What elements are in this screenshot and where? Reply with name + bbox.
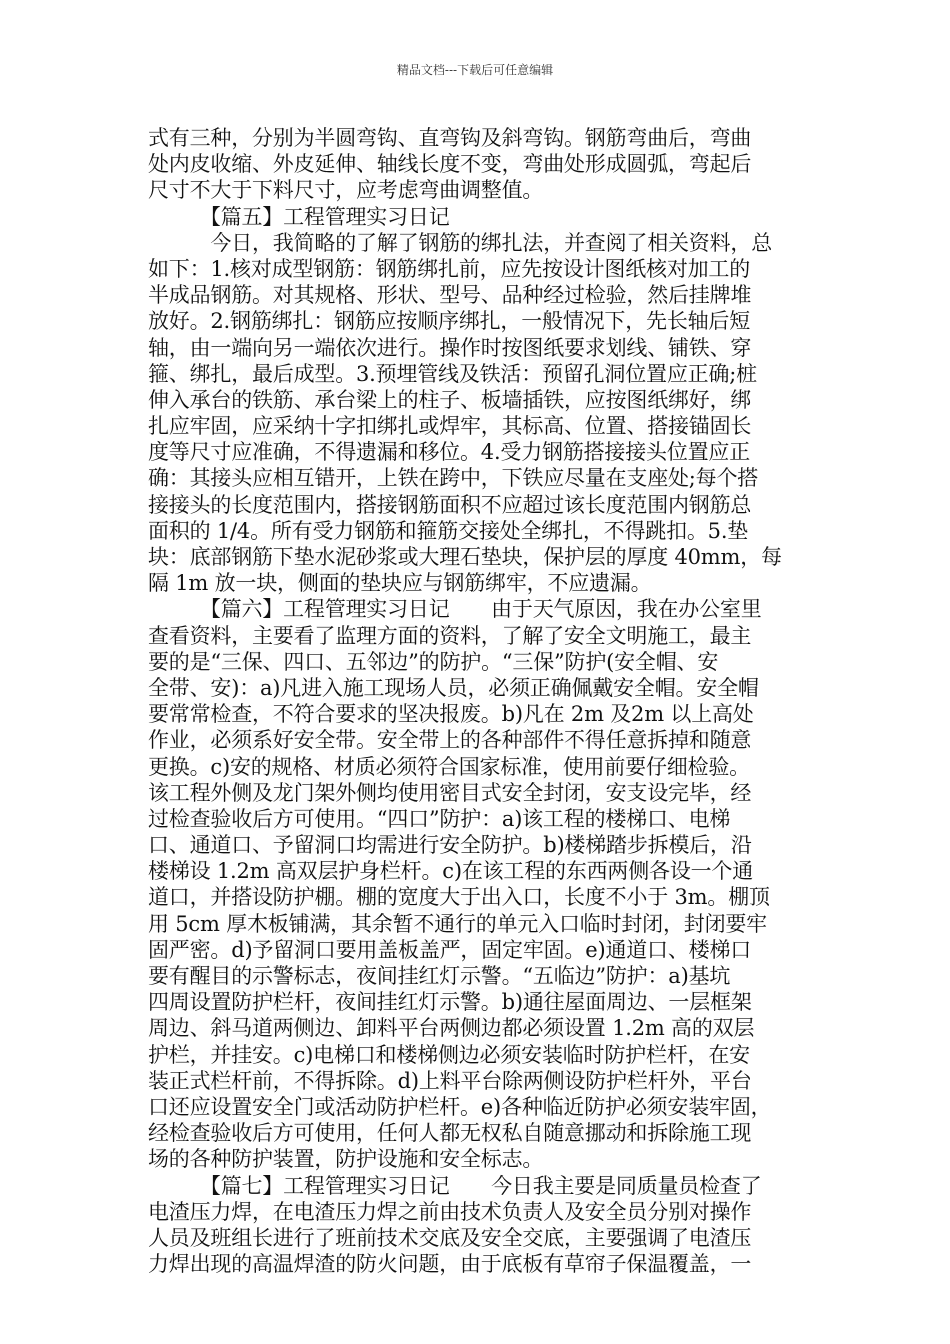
text-line: 经检查验收后方可使用，任何人都无权私自随意挪动和拆除施工现 — [148, 1121, 752, 1146]
text-line: 护栏，并挂安。c)电梯口和楼梯侧边必须安装临时防护栏杆，在安 — [148, 1042, 750, 1067]
text-line: 尺寸不大于下料尺寸，应考虑弯曲调整值。 — [148, 178, 544, 203]
text-line: 口、通道口、予留洞口均需进行安全防护。b)楼梯踏步拆模后，沿 — [148, 833, 752, 858]
page-header: 精品文档---下载后可任意编辑 — [396, 63, 554, 77]
text-line: 如下：1.核对成型钢筋：钢筋绑扎前，应先按设计图纸核对加工的 — [148, 256, 751, 281]
text-line: 【篇六】工程管理实习日记 由于天气原因，我在办公室里 — [148, 597, 762, 622]
text-line: 力焊出现的高温焊渣的防火问题，由于底板有草帘子保温覆盖，一 — [148, 1252, 752, 1277]
text-line: 半成品钢筋。对其规格、形状、型号、品种经过检验，然后挂牌堆 — [148, 283, 752, 308]
text-line: 处内皮收缩、外皮延伸、轴线长度不变，弯曲处形成圆弧，弯起后 — [148, 152, 752, 177]
text-line: 要的是“三保、四口、五邻边”的防护。“三保”防护(安全帽、安 — [148, 649, 719, 674]
document-body — [148, 125, 814, 1277]
text-line: 固严密。d)予留洞口要用盖板盖严，固定牢固。e)通道口、楼梯口 — [148, 937, 752, 962]
text-line: 要有醒目的示警标志，夜间挂红灯示警。“五临边”防护：a)基坑 — [148, 964, 731, 988]
text-line: 【篇七】工程管理实习日记 今日我主要是同质量员检查了 — [148, 1173, 762, 1198]
text-line: 人员及班组长进行了班前技术交底及安全交底，主要强调了电渣压 — [148, 1225, 752, 1250]
text-line: 全带、安)：a)凡进入施工现场人员，必须正确佩戴安全帽。安全帽 — [148, 675, 759, 700]
text-line: 式有三种，分别为半圆弯钩、直弯钩及斜弯钩。钢筋弯曲后，弯曲 — [148, 126, 752, 150]
text-line: 该工程外侧及龙门架外侧均使用密目式安全封闭，安支设完毕，经 — [148, 780, 752, 805]
text-line: 扎应牢固，应采纳十字扣绑扎或焊牢，其标高、位置、搭接锚固长 — [148, 414, 752, 439]
text-line: 确：其接头应相互错开，上铁在跨中，下铁应尽量在支座处;每个搭 — [148, 466, 759, 491]
text-line: 块：底部钢筋下垫水泥砂浆或大理石垫块，保护层的厚度 40mm，每 — [148, 545, 782, 569]
text-line: 更换。c)安的规格、材质必须符合国家标准，使用前要仔细检验。 — [148, 754, 750, 779]
text-line: 周边、斜马道两侧边、卸料平台两侧边都必须设置 1.2m 高的双层 — [148, 1016, 755, 1041]
text-line: 【篇五】工程管理实习日记 — [148, 204, 450, 229]
text-line: 接接头的长度范围内，搭接钢筋面积不应超过该长度范围内钢筋总 — [148, 492, 752, 517]
text-line: 面积的 1/4。所有受力钢筋和箍筋交接处全绑扎，不得跳扣。5.垫 — [148, 518, 749, 543]
text-line: 箍、绑扎，最后成型。3.预埋管线及铁活：预留孔洞位置应正确;桩 — [148, 361, 757, 386]
text-line: 轴，由一端向另一端依次进行。操作时按图纸要求划线、铺铁、穿 — [148, 335, 752, 360]
text-line: 道口，并搭设防护棚。棚的宽度大于出入口，长度不小于 3m。棚顶 — [148, 885, 770, 910]
text-line: 放好。2.钢筋绑扎：钢筋应按顺序绑扎，一般情况下，先长轴后短 — [148, 309, 751, 334]
text-line: 过检查验收后方可使用。“四口”防护：a)该工程的楼梯口、电梯 — [148, 806, 731, 831]
text-line: 场的各种防护装置，防护设施和安全标志。 — [148, 1147, 544, 1172]
text-line: 作业，必须系好安全带。安全带上的各种部件不得任意拆掉和随意 — [148, 728, 752, 753]
text-line: 要常常检查，不符合要求的坚决报废。b)凡在 2m 及2m 以上高处 — [148, 702, 754, 727]
text-line: 用 5cm 厚木板铺满，其余暂不通行的单元入口临时封闭，封闭要牢 — [148, 911, 767, 936]
text-line: 电渣压力焊，在电渣压力焊之前由技术负责人及安全员分别对操作 — [148, 1199, 752, 1224]
text-line: 今日，我简略的了解了钢筋的绑扎法，并查阅了相关资料，总 — [148, 230, 772, 255]
text-line: 查看资料，主要看了监理方面的资料，了解了安全文明施工，最主 — [148, 623, 752, 648]
text-line: 装正式栏杆前，不得拆除。d)上料平台除两侧设防护栏杆外，平台 — [148, 1068, 752, 1093]
text-line: 隔 1m 放一块，侧面的垫块应与钢筋绑牢，不应遗漏。 — [148, 571, 652, 596]
text-line: 度等尺寸应准确，不得遗漏和移位。4.受力钢筋搭接接头位置应正 — [148, 440, 751, 465]
text-line: 口还应设置安全门或活动防护栏杆。e)各种临近防护必须安装牢固， — [148, 1094, 772, 1119]
text-line: 楼梯设 1.2m 高双层护身栏杆。c)在该工程的东西两侧各设一个通 — [148, 859, 754, 884]
text-line: 四周设置防护栏杆，夜间挂红灯示警。b)通往屋面周边、一层框架 — [148, 990, 752, 1015]
text-line: 伸入承台的铁筋、承台梁上的柱子、板墙插铁，应按图纸绑好，绑 — [148, 387, 752, 412]
